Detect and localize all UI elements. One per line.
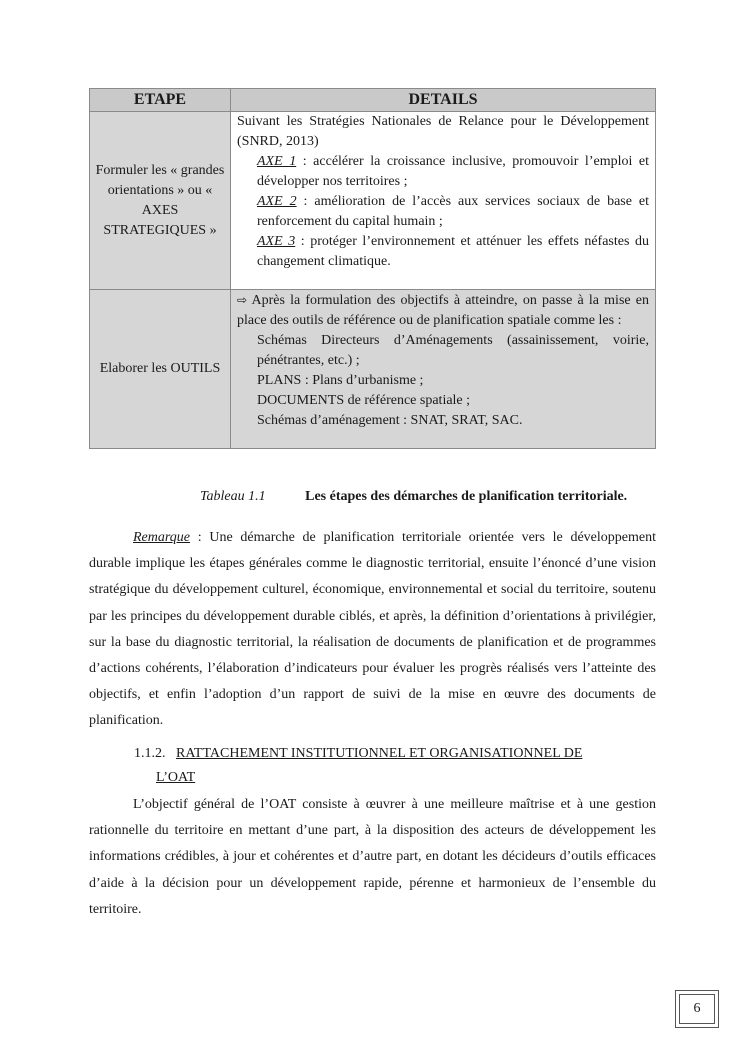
page-number: 6 bbox=[675, 990, 719, 1028]
step-label: Formuler les « grandes orientations » ou « AXES STRATEGIQUES » bbox=[95, 162, 225, 238]
details-intro-text: Après la formulation des objectifs à atteindre, on passe à la mise en place des outils de référence ou de planification spatiale comme les : bbox=[237, 293, 649, 328]
tool-item: PLANS : Plans d’urbanisme ; bbox=[257, 373, 424, 388]
axis-label: AXE 1 bbox=[257, 154, 297, 169]
axis-text: : accélérer la croissance inclusive, promouvoir l’emploi et développer nos territoires ; bbox=[257, 154, 650, 189]
axis-item bbox=[237, 232, 649, 272]
table-row bbox=[90, 112, 656, 290]
step-label: Elaborer les OUTILS bbox=[99, 361, 221, 376]
body-paragraph: L’objectif général de l’OAT consiste à œuvrer à une meilleure maîtrise et à une gestion rationnelle du territoire en mettant d’une part, à la disposition des acteurs de développement les informations crédibles, à jour et cohérentes et d’autre part, en dotant les décideurs d’outils efficaces d’aide à la décision pour un développement rapide, pérenne et harmonieux de l’ensemble du territoire. bbox=[89, 797, 656, 917]
planning-steps-table bbox=[89, 88, 656, 449]
step-cell bbox=[90, 112, 231, 290]
caption-title: Les étapes des démarches de planification territoriale. bbox=[305, 489, 628, 504]
remark-label: Remarque bbox=[133, 530, 191, 545]
details-intro: Suivant les Stratégies Nationales de Relance pour le Développement (SNRD, 2013) bbox=[237, 114, 649, 149]
section-heading bbox=[134, 742, 634, 790]
table-header-row bbox=[90, 89, 656, 112]
tool-item: DOCUMENTS de référence spatiale ; bbox=[257, 393, 471, 408]
details-intro bbox=[237, 290, 649, 331]
axis-text: : protéger l’environnement et atténuer les effets néfastes du changement climatique. bbox=[257, 234, 649, 269]
axis-label: AXE 2 bbox=[257, 194, 297, 209]
section-title-line2: L’OAT bbox=[156, 770, 196, 785]
remark-paragraph bbox=[89, 525, 656, 735]
section-number: 1.1.2. bbox=[134, 746, 166, 761]
axis-text: : amélioration de l’accès aux services sociaux de base et renforcement du capital humain ; bbox=[257, 194, 650, 229]
axis-label: AXE 3 bbox=[257, 234, 296, 249]
details-cell bbox=[231, 290, 656, 449]
section-title-line1: RATTACHEMENT INSTITUTIONNEL ET ORGANISATIONNEL DE bbox=[176, 746, 583, 761]
axis-item bbox=[237, 152, 649, 192]
step-cell bbox=[90, 290, 231, 449]
remark-text: : Une démarche de planification territoriale orientée vers le développement durable implique les étapes générales comme le diagnostic territorial, ensuite l’énoncé d’une vision stratégique du développement culturel, économique, environnemental et social du territoire, soutenu par les principes du développement durable ciblés, et après, la définition d’orientations à privilégier, sur la base du diagnostic territorial, la réalisation de documents de planification et de programmes d’actions cohérents, l’élaboration d’indicateurs pour évaluer les progrès réalisés vers l’atteinte des objectifs, et enfin l’adoption d’un rapport de suivi de la mise en œuvre des documents de planification. bbox=[89, 530, 656, 729]
header-etape: ETAPE bbox=[90, 89, 231, 112]
table-row bbox=[90, 290, 656, 449]
table-caption bbox=[200, 489, 627, 505]
caption-label: Tableau 1.1 bbox=[200, 489, 266, 504]
details-cell bbox=[231, 112, 656, 290]
axis-item bbox=[237, 192, 649, 232]
right-arrow-icon: ⇨ bbox=[237, 293, 248, 307]
header-details: DETAILS bbox=[231, 89, 656, 112]
tool-item: Schémas Directeurs d’Aménagements (assainissement, voirie, pénétrantes, etc.) ; bbox=[257, 333, 649, 368]
tool-item: Schémas d’aménagement : SNAT, SRAT, SAC. bbox=[257, 413, 523, 428]
